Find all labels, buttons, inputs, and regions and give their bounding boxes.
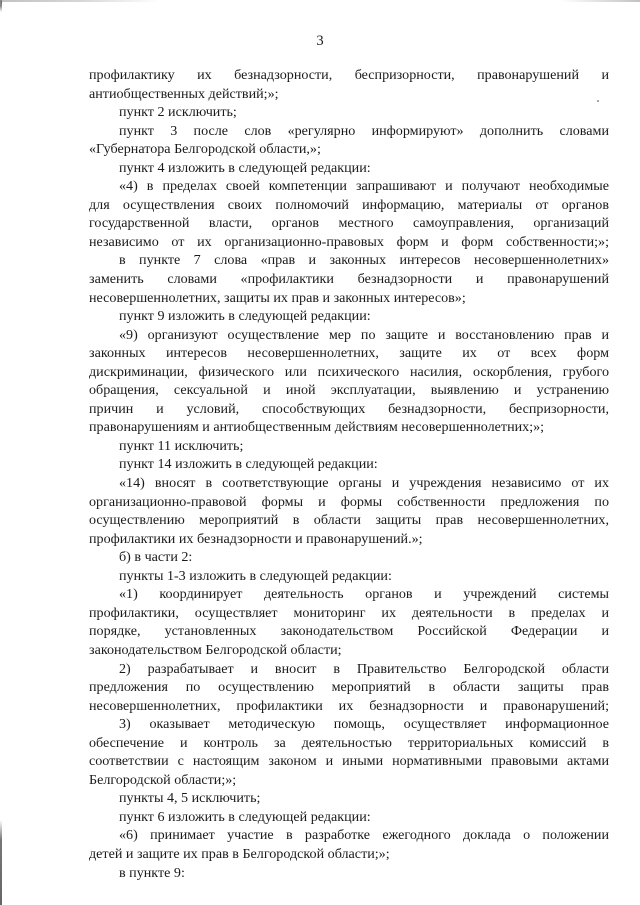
- text-line: «6) принимает участие в разработке ежегодного доклада о положении: [119, 827, 609, 844]
- text-line: пункт 14 изложить в следующей редакции:: [119, 456, 378, 473]
- text-line: государственной власти, органов местного самоуправления, организаций: [89, 215, 609, 232]
- text-line: пункты 1-3 изложить в следующей редакции:: [119, 567, 392, 584]
- page-number: 3: [316, 33, 324, 49]
- text-line: пункт 2 исключить;: [119, 104, 237, 121]
- text-line: дискриминации, физического или психического насилия, оскорбления, грубого: [89, 363, 609, 380]
- text-line: независимо от их организационно-правовых форм и форм собственности;»;: [89, 233, 609, 250]
- text-line: профилактику их безнадзорности, беспризорности, правонарушений и: [89, 67, 609, 83]
- text-line: причин и условий, способствующих безнадзорности, беспризорности,: [89, 400, 609, 417]
- text-line: законодательством Белгородской области;: [89, 641, 342, 658]
- text-line: Белгородской области;»;: [89, 771, 237, 788]
- text-line: в пункте 7 слова «прав и законных интересов несовершеннолетних»: [119, 252, 609, 269]
- text-line: заменить словами «профилактики безнадзорности и правонарушений: [89, 271, 609, 288]
- text-line: обращения, сексуальной и иной эксплуатации, выявлению и устранению: [89, 382, 609, 399]
- text-line: «Губернатора Белгородской области,»;: [89, 141, 321, 158]
- text-line: порядке, установленных законодательством Российской Федерации и: [89, 623, 609, 640]
- text-line: «9) организуют осуществление мер по защите и восстановлению прав и: [119, 326, 609, 343]
- text-line: пункт 9 изложить в следующей редакции:: [119, 308, 371, 325]
- text-line: пункт 11 исключить;: [119, 437, 244, 454]
- text-line: пункты 4, 5 исключить;: [119, 790, 261, 807]
- text-line: детей и защите их прав в Белгородской области;»;: [89, 845, 390, 862]
- document-body: [89, 66, 609, 882]
- text-line: 2) разрабатывает и вносит в Правительство Белгородской области: [119, 660, 609, 677]
- text-line: «4) в пределах своей компетенции запрашивают и получают необходимые: [119, 178, 609, 195]
- text-line: «14) вносят в соответствующие органы и учреждения независимо от их: [119, 475, 609, 492]
- text-line: антиобщественных действий;»;: [89, 85, 279, 102]
- text-line: пункт 4 изложить в следующей редакции:: [119, 159, 371, 176]
- text-line: для осуществления своих полномочий информацию, материалы от органов: [89, 196, 609, 213]
- text-line: 3) оказывает методическую помощь, осуществляет информационное: [119, 716, 609, 733]
- text-line: пункт 6 изложить в следующей редакции:: [119, 808, 371, 825]
- text-line: «1) координирует деятельность органов и учреждений системы: [119, 586, 609, 603]
- text-line: предложения по осуществлению мероприятий в области защиты прав: [89, 679, 609, 696]
- text-line: профилактики, осуществляет мониторинг их деятельности в пределах и: [89, 604, 609, 621]
- text-line: правонарушениям и антиобщественным действиям несовершеннолетних;»;: [89, 419, 545, 436]
- text-line: осуществлению мероприятий в области защиты прав несовершеннолетних,: [89, 512, 609, 529]
- text-line: несовершеннолетних, профилактики их безнадзорности и правонарушений;: [89, 697, 609, 714]
- corner-mark: ': [1, 0, 3, 9]
- text-line: пункт 3 после слов «регулярно информируют» дополнить словами: [119, 122, 609, 139]
- text-line: организационно-правовой формы и формы собственности предложения по: [89, 493, 609, 510]
- text-line: несовершеннолетних, защиты их прав и законных интересов»;: [89, 289, 466, 306]
- text-line: законных интересов несовершеннолетних, защите их от всех форм: [89, 345, 609, 362]
- text-line: соответствии с настоящим законом и иными нормативными правовыми актами: [89, 753, 609, 770]
- text-line: профилактики их безнадзорности и правонарушений.»;: [89, 530, 423, 547]
- text-line: обеспечение и контроль за деятельностью территориальных комиссий в: [89, 734, 609, 751]
- scan-edge-top: [0, 0, 640, 2]
- text-line: в пункте 9:: [119, 864, 185, 881]
- text-line: б) в части 2:: [119, 549, 193, 566]
- scan-edge-left: [0, 0, 2, 905]
